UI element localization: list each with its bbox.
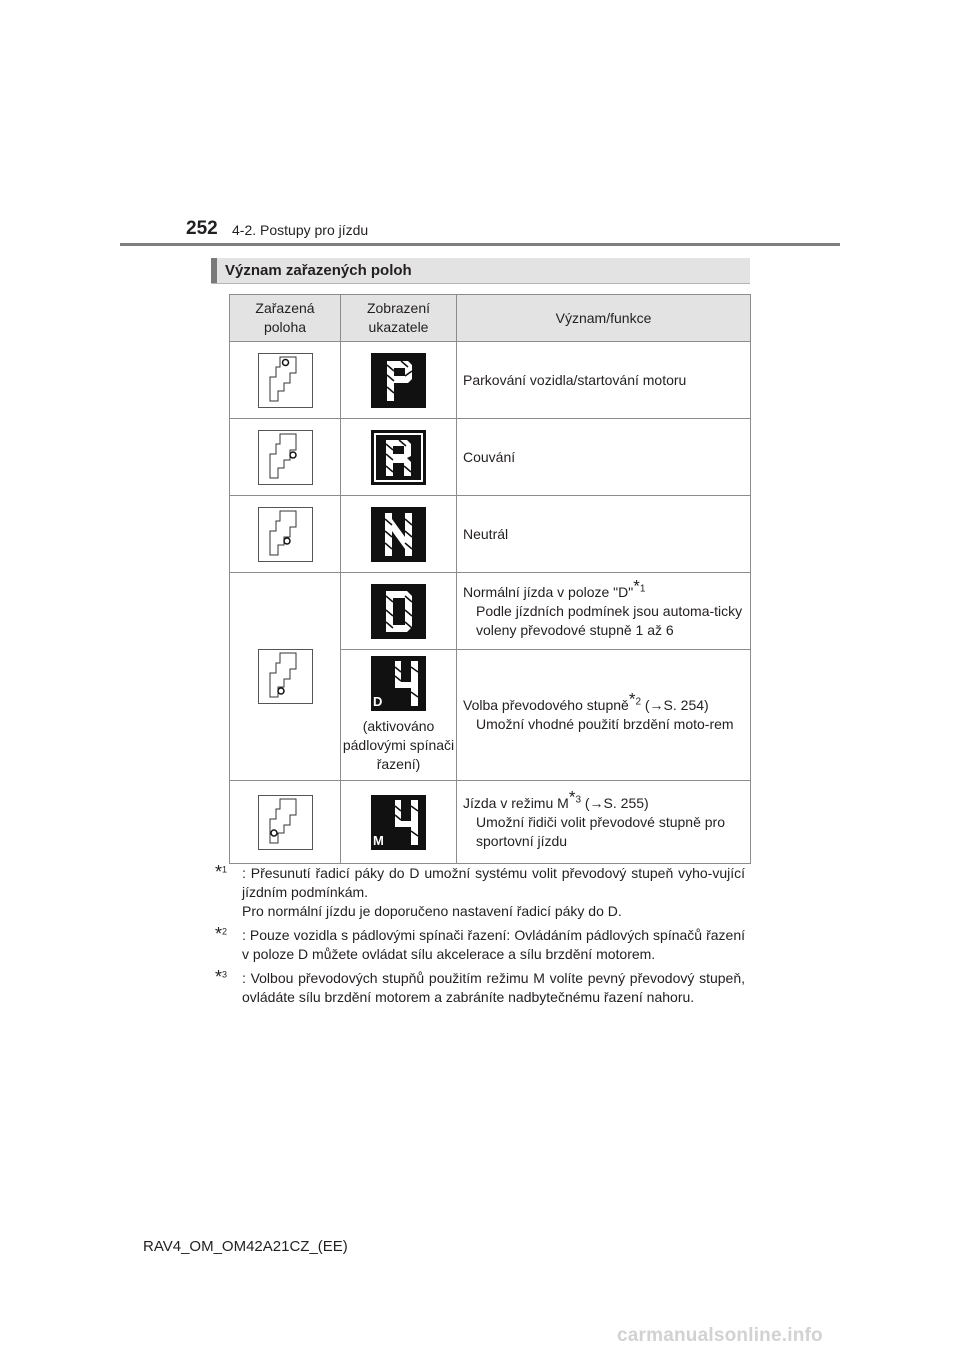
footnote <box>215 926 745 964</box>
table-row <box>230 496 751 573</box>
footnote-marker: *$^2$ <box>215 924 228 944</box>
page-reference: (→S. 255) <box>581 794 649 811</box>
shift-position-cell <box>230 781 341 864</box>
footnote-mark: * <box>633 575 640 595</box>
shift-position-cell <box>230 419 341 496</box>
shift-gate-n-icon <box>258 507 313 562</box>
footnote-ref: 2 <box>635 696 641 708</box>
mode-badge: D <box>373 694 383 709</box>
meaning-detail: Umožní řidiči volit převodové stupně pro sportovní jízdu <box>476 813 726 849</box>
shift-gate-d-icon <box>258 649 313 704</box>
footnote-ref: 1 <box>639 582 646 594</box>
chapter-title: 4-2. Postupy pro jízdu <box>232 222 369 238</box>
footnote-ref: 3 <box>575 793 581 805</box>
indicator-p-icon <box>371 353 426 408</box>
footnote-mark: * <box>628 689 636 709</box>
footnote-text: Pro normální jízdu je doporučeno nastavení řadicí páky do D. <box>242 903 622 919</box>
meaning-cell <box>457 573 751 650</box>
meaning-cell <box>457 781 751 864</box>
footnote-body <box>242 969 745 1007</box>
meaning-main: Volba převodového stupně <box>463 697 629 713</box>
indicator-cell <box>341 573 457 650</box>
footnote-marker: *$^3$ <box>215 967 228 987</box>
shift-position-cell <box>230 496 341 573</box>
indicator-cell <box>341 419 457 496</box>
meaning-main: Jízda v režimu M <box>463 794 569 811</box>
table-header-row <box>230 295 751 342</box>
meaning-detail: Umožní vhodné použití brzdění moto-rem <box>476 716 734 732</box>
footnote-text: : Přesunutí řadicí páky do D umožní systému volit převodový stupeň vyho-vující jízdním podmínkám. <box>242 865 745 900</box>
indicator-d-icon <box>371 584 426 639</box>
footnote <box>215 864 745 921</box>
indicator-cell <box>341 781 457 864</box>
footnote-body <box>242 864 745 921</box>
page-reference: (→S. 254) <box>641 697 709 713</box>
meaning-main: Normální jízda v poloze "D" <box>463 583 634 600</box>
meaning-cell <box>457 650 751 781</box>
footnote-marker: *$^1$ <box>215 862 228 882</box>
indicator-d4-icon <box>371 656 426 711</box>
meaning-cell: Parkování vozidla/startování motoru <box>457 342 751 419</box>
footnotes <box>215 864 745 1012</box>
header-selected-position: Zařazená poloha <box>230 295 341 342</box>
shift-gate-m-icon <box>258 795 313 850</box>
indicator-r-icon <box>371 430 426 485</box>
footnote-text: : Pouze vozidla s pádlovými spínači řazení: Ovládáním pádlových spínačů řazení v poloze D můžete ovládat sílu akcelerace a sílu brzdění motorem. <box>242 927 745 962</box>
shift-gate-r-icon <box>258 430 313 485</box>
table-row <box>230 781 751 864</box>
meaning-cell: Neutrál <box>457 496 751 573</box>
document-code: RAV4_OM_OM42A21CZ_(EE) <box>143 1238 348 1255</box>
footnote-body <box>242 926 745 964</box>
shift-gate-p-icon <box>258 353 313 408</box>
indicator-caption: (aktivováno pádlovými spínači řazení) <box>342 718 455 772</box>
table-row <box>230 419 751 496</box>
table-row <box>230 342 751 419</box>
section-accent <box>211 258 217 283</box>
footnote-text: : Volbou převodových stupňů použitím režimu M volíte pevný převodový stupeň, ovládáte sílu brzdění motorem a zabráníte nadbytečnému řazení nahoru. <box>242 970 745 1005</box>
section-title: Význam zařazených poloh <box>225 262 412 279</box>
indicator-n-icon <box>371 507 426 562</box>
meaning-detail: Podle jízdních podmínek jsou automa-ticky voleny převodové stupně 1 až 6 <box>476 602 743 638</box>
watermark: carmanualsonline.info <box>617 1325 823 1346</box>
indicator-cell <box>341 342 457 419</box>
mode-badge: M <box>373 832 384 848</box>
header-indicator-display: Zobrazení ukazatele <box>341 295 457 342</box>
gear-positions-table <box>229 294 751 864</box>
indicator-cell <box>341 650 457 781</box>
header-rule <box>120 243 840 246</box>
shift-position-cell <box>230 342 341 419</box>
footnote <box>215 969 745 1007</box>
meaning-cell: Couvání <box>457 419 751 496</box>
table-row <box>230 573 751 650</box>
section-bar <box>211 258 750 284</box>
page-number: 252 <box>186 218 218 239</box>
indicator-cell <box>341 496 457 573</box>
indicator-m4-icon <box>371 795 426 850</box>
header-meaning: Význam/funkce <box>457 295 751 342</box>
shift-position-cell <box>230 573 341 781</box>
footnote-mark: * <box>568 786 576 806</box>
